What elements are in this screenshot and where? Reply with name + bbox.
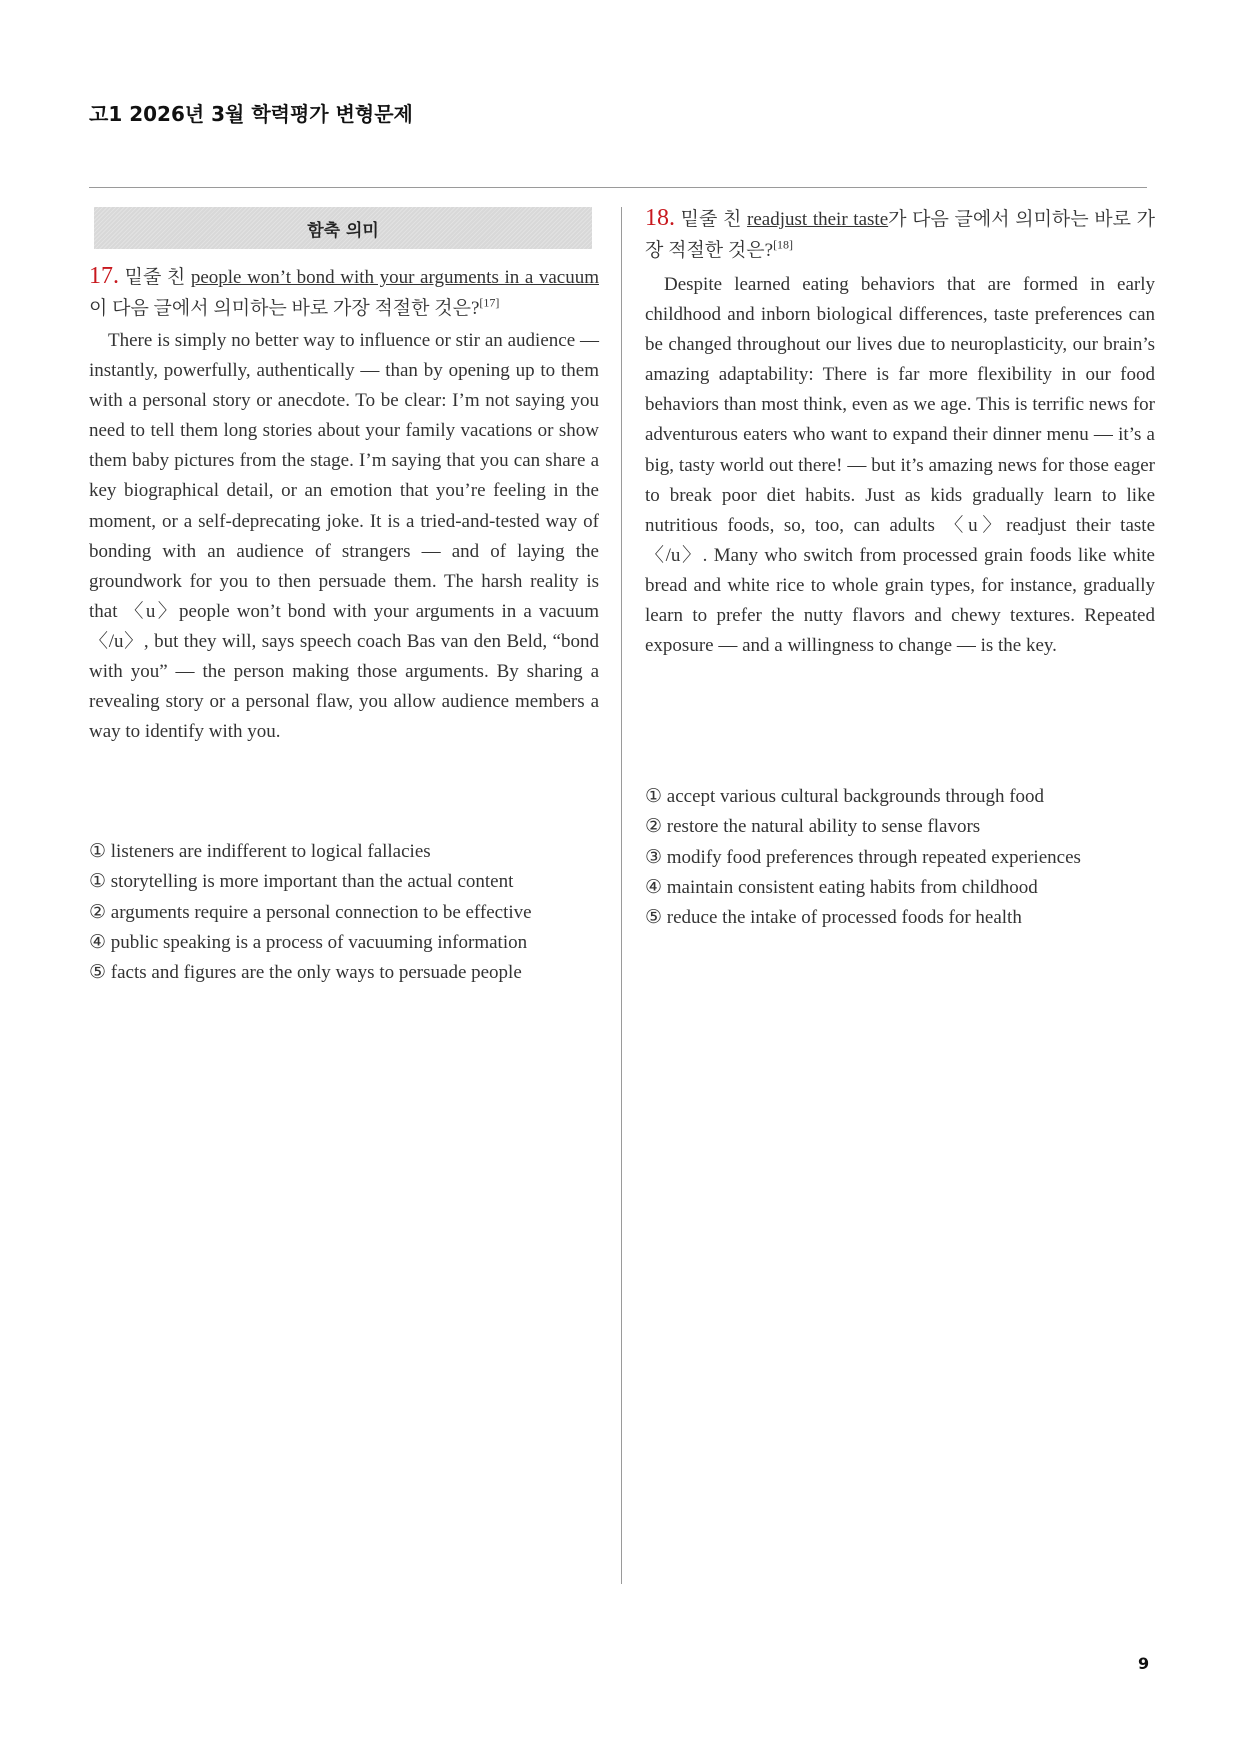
question-17-ref: [17] bbox=[479, 295, 500, 310]
question-17-prompt-post: 이 다음 글에서 의미하는 바로 가장 적절한 것은? bbox=[89, 298, 480, 319]
q17-choice-1[interactable]: ① listeners are indifferent to logical fallacies bbox=[89, 841, 431, 862]
question-18-number: 18. bbox=[645, 205, 675, 231]
q17-choice-3[interactable]: ② arguments require a personal connection to be effective bbox=[89, 901, 532, 923]
question-17-choices bbox=[89, 837, 604, 988]
q18-choice-3[interactable]: ③ modify food preferences through repeated experiences bbox=[645, 846, 1081, 868]
q18-choice-5[interactable]: ⑤ reduce the intake of processed foods for health bbox=[645, 907, 1022, 929]
section-label: 함축 의미 bbox=[307, 220, 379, 241]
page-number: 9 bbox=[1138, 1654, 1150, 1673]
page-header-title: 고1 2026년 3월 학력평가 변형문제 bbox=[89, 102, 413, 126]
question-17-passage: There is simply no better way to influence or stir an audience — instantly, powerfully, authentically — than by opening up to them with a personal story or anecdote. To be clear: I’m not saying you need to tell them long stories about your family vacations or show them baby pictures from the stage. I’m saying that you can share a key biographical detail, or an emotion that you’re feeling in the moment, or a self-deprecating joke. It is a tried-and-tested way of bonding with an audience of strangers — and of laying the groundwork for you to then persuade them. The harsh reality is that 〈u〉people won’t bond with your arguments in a vacuum〈/u〉, but they will, says speech coach Bas van den Beld, “bond with you” — the person making those arguments. By sharing a revealing story or a personal flaw, you allow audience members a way to identify with you. bbox=[89, 330, 599, 743]
question-18-prompt-pre: 밑줄 친 bbox=[680, 209, 748, 230]
header-divider bbox=[89, 187, 1147, 188]
question-18-underlined-phrase: readjust their taste bbox=[747, 209, 889, 230]
section-label-box bbox=[94, 207, 592, 249]
q17-choice-5[interactable]: ⑤ facts and figures are the only ways to persuade people bbox=[89, 962, 522, 984]
question-18-choices bbox=[645, 782, 1160, 933]
question-18-prompt-post: 가 다음 글에서 의미하는 바로 가장 적절한 것은? bbox=[645, 209, 1156, 261]
q17-choice-4[interactable]: ④ public speaking is a process of vacuuming information bbox=[89, 931, 528, 953]
question-18-ref: [18] bbox=[773, 237, 794, 252]
question-18-prompt bbox=[645, 203, 1155, 266]
question-18-passage: Despite learned eating behaviors that are formed in early childhood and inborn biological differences, taste preferences can be changed throughout our lives due to neuroplasticity, our brain’s amazing adaptability: There is far more flexibility in our food behaviors than most think, even as we age. This is terrific news for adventurous eaters who want to expand their dinner menu — it’s a big, tasty world out there! — but it’s amazing news for those eager to break poor diet habits. Just as kids gradually learn to like nutritious foods, so, too, can adults 〈u〉readjust their taste〈/u〉. Many who switch from processed grain foods like white bread and white rice to whole grain types, for instance, gradually learn to prefer the nutty flavors and chewy textures. Repeated exposure — and a willingness to change — is the key. bbox=[645, 274, 1155, 657]
question-17-prompt-pre: 밑줄 친 bbox=[124, 267, 191, 288]
question-17-number: 17. bbox=[89, 263, 119, 289]
column-divider bbox=[621, 207, 622, 1584]
question-17-underlined-phrase: people won’t bond with your arguments in a vacuum bbox=[190, 267, 599, 288]
q18-choice-4[interactable]: ④ maintain consistent eating habits from childhood bbox=[645, 876, 1038, 898]
question-17-prompt bbox=[89, 261, 599, 324]
q18-choice-2[interactable]: ② restore the natural ability to sense flavors bbox=[645, 816, 981, 838]
q18-choice-1[interactable]: ① accept various cultural backgrounds through food bbox=[645, 786, 1045, 807]
q17-choice-2[interactable]: ① storytelling is more important than the actual content bbox=[89, 871, 514, 893]
